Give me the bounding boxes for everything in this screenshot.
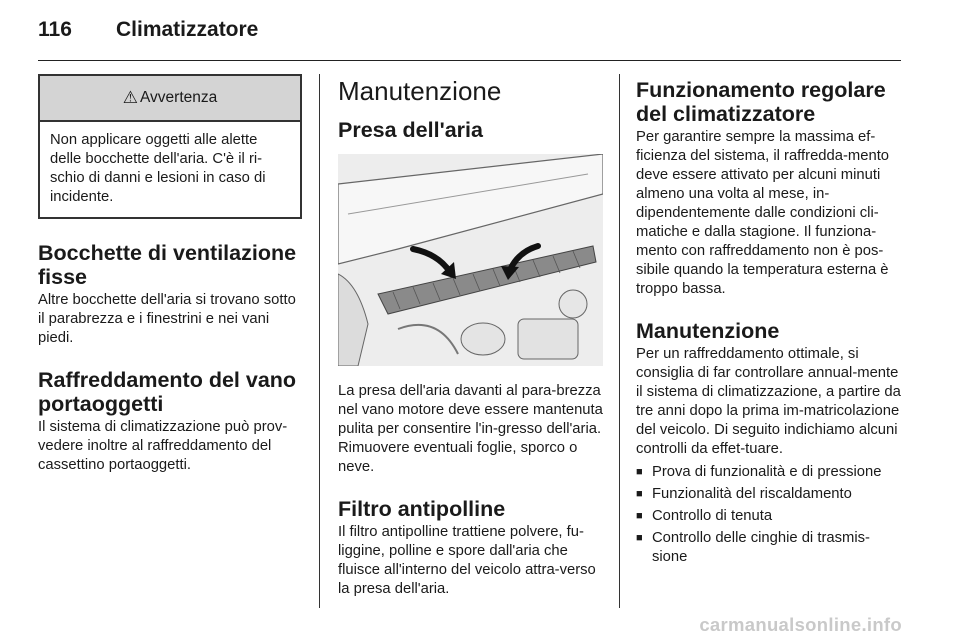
list-item: ■ Controllo delle cinghie di trasmis-sione <box>636 529 904 567</box>
column-divider-2 <box>619 74 620 608</box>
maintenance-main-heading: Manutenzione <box>338 76 502 106</box>
air-intake-illustration <box>338 154 603 366</box>
header-rule <box>38 60 901 61</box>
air-intake-text: La presa dell'aria davanti al para-brezza nel vano motore deve essere mantenuta pulita per consentire l'in-gresso dell'aria. Rimuovere eventuali foglie, sporco o neve. <box>338 383 603 475</box>
list-item: ■ Funzionalità del riscaldamento <box>636 485 904 504</box>
pollen-filter-heading: Filtro antipolline <box>338 497 506 521</box>
column-3 <box>636 74 904 570</box>
regular-operation-text: Per garantire sempre la massima ef-ficienza del sistema, il raffredda-mento deve essere attivato per alcuni minuti almeno una volta al mese, in-dipendentemente dalle condizioni cli-matiche e dalla stagione. Il funziona-mento con raffreddamento non è pos-sibile quando la temperatura esterna è troppo bassa. <box>636 129 890 297</box>
air-intake-drawing <box>338 154 603 366</box>
service-checks-list <box>636 463 904 567</box>
service-text: Per un raffreddamento ottimale, si consiglia di far controllare annual-mente il sistema di climatizzazione, a partire da tre anni dopo la prima im-matricolazione del veicolo. Di seguito indichiamo alcuni controlli da effet-tuare. <box>636 346 901 457</box>
regular-operation-heading: Funzionamento regolare del climatizzatore <box>636 78 886 126</box>
glovebox-cooling-heading: Raffreddamento del vano portaoggetti <box>38 368 297 416</box>
air-intake-heading: Presa dell'aria <box>338 118 483 142</box>
page-header <box>38 18 924 50</box>
chapter-title: Climatizzatore <box>116 18 259 41</box>
column-2 <box>338 74 603 599</box>
watermark: carmanualsonline.info <box>699 614 902 635</box>
glovebox-cooling-text: Il sistema di climatizzazione può prov-vedere inoltre al raffreddamento del cassettino portaoggetti. <box>38 419 288 473</box>
fixed-vents-text: Altre bocchette dell'aria si trovano sotto il parabrezza e i finestrini e nei vani piedi. <box>38 292 296 346</box>
page-number: 116 <box>38 18 72 41</box>
column-divider-1 <box>319 74 320 608</box>
column-1 <box>38 74 303 475</box>
pollen-filter-text: Il filtro antipolline trattiene polvere, fu-liggine, polline e spore dall'aria che fluisce all'interno del veicolo attra-verso la presa dell'aria. <box>338 524 596 597</box>
fixed-vents-heading: Bocchette di ventilazione fisse <box>38 241 297 289</box>
list-item: ■ Controllo di tenuta <box>636 507 904 526</box>
warning-title: Avvertenza <box>139 89 218 106</box>
list-item: ■ Prova di funzionalità e di pressione <box>636 463 904 482</box>
warning-triangle-icon: ⚠ <box>122 88 138 107</box>
warning-box <box>38 74 302 219</box>
warning-header <box>40 76 300 122</box>
service-heading: Manutenzione <box>636 319 780 343</box>
warning-text: Non applicare oggetti alle alette delle bocchette dell'aria. C'è il ri-schio di danni e lesioni in caso di incidente. <box>50 132 266 205</box>
